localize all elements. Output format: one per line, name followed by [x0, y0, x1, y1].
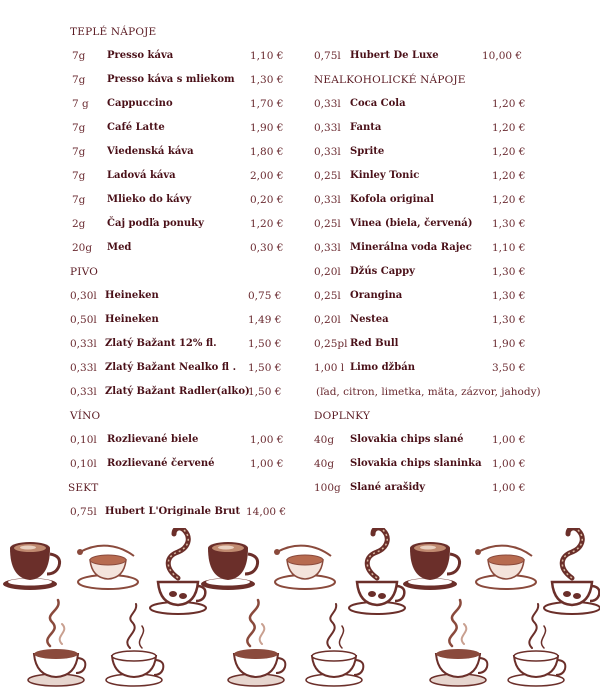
menu-item-row: [0, 356, 300, 380]
item-quantity: 7g: [72, 194, 86, 206]
item-quantity: 0,75l: [314, 50, 341, 62]
item-price: 1,90 €: [250, 122, 284, 134]
item-price: 1,10 €: [250, 50, 284, 62]
coffee-cup-icon: [544, 528, 600, 614]
menu-item-row: [300, 476, 600, 500]
menu-item-row: [0, 140, 300, 164]
coffee-cup-icon: [77, 546, 138, 589]
item-quantity: 0,25l: [314, 290, 341, 302]
item-name: Coca Cola: [350, 98, 406, 109]
coffee-cup-icon: [106, 604, 163, 686]
item-quantity: 7g: [72, 50, 86, 62]
item-name: Heineken: [105, 314, 159, 325]
item-name: Fanta: [350, 122, 382, 133]
item-quantity: 0,33l: [314, 194, 341, 206]
item-name: Presso káva: [107, 50, 174, 61]
item-quantity: 0,25pl: [314, 338, 348, 350]
item-quantity: 7g: [72, 170, 86, 182]
item-price: 0,75 €: [248, 290, 282, 302]
item-price: 1,20 €: [492, 122, 526, 134]
item-price: 0,20 €: [250, 194, 284, 206]
item-price: 1,49 €: [248, 314, 282, 326]
item-name: Mlieko do kávy: [107, 194, 192, 205]
coffee-cup-icon: [306, 604, 363, 686]
menu-item-row: [0, 308, 300, 332]
item-price: 1,10 €: [492, 242, 526, 254]
item-price: 1,20 €: [492, 170, 526, 182]
item-price: 1,30 €: [492, 266, 526, 278]
item-name: Rozlievané biele: [107, 434, 199, 445]
coffee-cup-icon: [3, 542, 60, 590]
menu-item-row: [0, 68, 300, 92]
item-name: Hubert L'Originale Brut: [105, 506, 241, 517]
item-quantity: 0,33l: [70, 338, 97, 350]
item-price: 1,00 €: [250, 434, 284, 446]
coffee-cup-icon: [349, 528, 405, 614]
coffee-cup-decoration: [0, 528, 600, 692]
item-quantity: 7 g: [72, 98, 89, 110]
item-price: 1,00 €: [492, 434, 526, 446]
menu-item-row: [0, 332, 300, 356]
item-price: 1,20 €: [492, 194, 526, 206]
item-price: 0,30 €: [250, 242, 284, 254]
item-price: 2,00 €: [250, 170, 284, 182]
item-quantity: 7g: [72, 146, 86, 158]
menu-item-row: [300, 164, 600, 188]
item-quantity: 1,00 l: [314, 362, 345, 374]
item-name: Zlatý Bažant 12% fl.: [105, 338, 217, 349]
item-quantity: 0,25l: [314, 170, 341, 182]
item-price: 14,00 €: [246, 506, 287, 518]
menu-item-row: [300, 284, 600, 308]
item-name: Med: [107, 242, 132, 253]
item-quantity: 0,33l: [314, 146, 341, 158]
item-name: Čaj podľa ponuky: [107, 218, 204, 229]
coffee-cup-icon: [28, 600, 85, 686]
item-price: 10,00 €: [482, 50, 523, 62]
item-quantity: 0,10l: [70, 458, 97, 470]
menu-item-row: [0, 92, 300, 116]
menu-item-row: [300, 188, 600, 212]
coffee-cup-icon: [228, 600, 285, 686]
item-quantity: 0,33l: [314, 122, 341, 134]
menu-item-row: [0, 116, 300, 140]
menu-item-row: [300, 212, 600, 236]
item-name: Sprite: [350, 146, 385, 157]
section-heading-vino: VÍNO: [70, 410, 101, 422]
menu-item-row: [300, 140, 600, 164]
coffee-cup-icon: [508, 604, 565, 686]
item-price: 1,30 €: [492, 290, 526, 302]
menu-item-row: [300, 116, 600, 140]
item-price: 1,70 €: [250, 98, 284, 110]
coffee-cup-icon: [430, 600, 487, 686]
item-name: Vinea (biela, červená): [350, 218, 473, 229]
item-name: Rozlievané červené: [107, 458, 215, 469]
item-name: Café Latte: [107, 122, 165, 133]
item-name: Zlatý Bažant Radler(alko): [105, 386, 250, 397]
coffee-cup-icon: [403, 542, 460, 590]
menu-item-row: [300, 332, 600, 356]
coffee-cup-icon: [274, 546, 335, 589]
item-price: 1,30 €: [250, 74, 284, 86]
item-price: 1,00 €: [492, 458, 526, 470]
item-price: 1,20 €: [492, 98, 526, 110]
section-heading-nealko: NEALKOHOLICKÉ NÁPOJE: [314, 74, 466, 86]
item-price: 1,30 €: [492, 218, 526, 230]
item-name: Nestea: [350, 314, 389, 325]
item-price: 1,20 €: [492, 146, 526, 158]
item-name: Red Bull: [350, 338, 399, 349]
item-name: Heineken: [105, 290, 159, 301]
item-name: Slané arašidy: [350, 482, 426, 493]
menu-item-row: [300, 356, 600, 380]
item-name: Zlatý Bažant Nealko fl .: [105, 362, 237, 373]
item-quantity: 0,50l: [70, 314, 97, 326]
item-price: 1,20 €: [250, 218, 284, 230]
item-quantity: 0,75l: [70, 506, 97, 518]
item-quantity: 0,33l: [70, 362, 97, 374]
menu-item-row: [300, 308, 600, 332]
item-quantity: 0,33l: [314, 242, 341, 254]
item-quantity: 0,33l: [314, 98, 341, 110]
item-name: Hubert De Luxe: [350, 50, 439, 61]
item-quantity: 0,10l: [70, 434, 97, 446]
menu-item-row: [300, 452, 600, 476]
menu-item-row: [0, 212, 300, 236]
item-quantity: 40g: [314, 458, 335, 470]
item-price: 1,50 €: [248, 362, 282, 374]
menu-item-row: [0, 452, 300, 476]
menu-item-row: [0, 44, 300, 68]
section-heading-teple: TEPLÉ NÁPOJE: [70, 26, 157, 38]
item-price: 1,90 €: [492, 338, 526, 350]
menu-item-row: [0, 284, 300, 308]
item-quantity: 2g: [72, 218, 86, 230]
menu-item-row: [0, 236, 300, 260]
coffee-cup-icon: [475, 546, 536, 589]
item-name: Presso káva s mliekom: [107, 74, 235, 85]
item-price: 1,50 €: [248, 338, 282, 350]
item-price: 1,80 €: [250, 146, 284, 158]
menu-item-row: [0, 500, 300, 524]
item-quantity: 7g: [72, 122, 86, 134]
menu-item-row: [0, 188, 300, 212]
item-name: Kinley Tonic: [350, 170, 420, 181]
item-quantity: 0,25l: [314, 218, 341, 230]
item-name: Orangina: [350, 290, 403, 301]
menu-item-row: [300, 428, 600, 452]
item-name: Slovakia chips slaninka: [350, 458, 482, 469]
item-name: Viedenská káva: [107, 146, 194, 157]
item-quantity: 0,20l: [314, 266, 341, 278]
section-heading-pivo: PIVO: [70, 266, 99, 278]
item-price: 1,00 €: [492, 482, 526, 494]
item-name: Minerálna voda Rajec: [350, 242, 472, 253]
item-quantity: 100g: [314, 482, 341, 494]
item-name: Slovakia chips slané: [350, 434, 464, 445]
menu-item-row: [300, 92, 600, 116]
section-heading-sekt: SEKT: [68, 482, 99, 494]
menu-item-row: [300, 260, 600, 284]
item-price: 3,50 €: [492, 362, 526, 374]
menu-item-row: [0, 428, 300, 452]
menu-item-row: [0, 380, 300, 404]
item-quantity: 7g: [72, 74, 86, 86]
item-quantity: 0,33l: [70, 386, 97, 398]
item-quantity: 40g: [314, 434, 335, 446]
coffee-cup-icon: [201, 542, 258, 590]
item-price: 1,50 €: [248, 386, 282, 398]
item-name: Kofola original: [350, 194, 434, 205]
menu-item-row: [300, 236, 600, 260]
menu-item-row: [0, 164, 300, 188]
item-name: Limo džbán: [350, 362, 415, 373]
menu-item-row: [300, 44, 600, 68]
item-name: Džús Cappy: [350, 266, 415, 277]
item-price: 1,30 €: [492, 314, 526, 326]
item-quantity: 0,30l: [70, 290, 97, 302]
item-price: 1,00 €: [250, 458, 284, 470]
section-heading-doplnky: DOPLNKY: [314, 410, 371, 422]
item-name: Ladová káva: [107, 170, 176, 181]
item-quantity: 20g: [72, 242, 93, 254]
coffee-cups-illustration: [0, 528, 600, 692]
item-quantity: 0,20l: [314, 314, 341, 326]
coffee-cup-icon: [150, 528, 206, 614]
limo-note: (ľad, citron, limetka, mäta, zázvor, jahody): [316, 386, 541, 398]
item-name: Cappuccino: [107, 98, 173, 109]
